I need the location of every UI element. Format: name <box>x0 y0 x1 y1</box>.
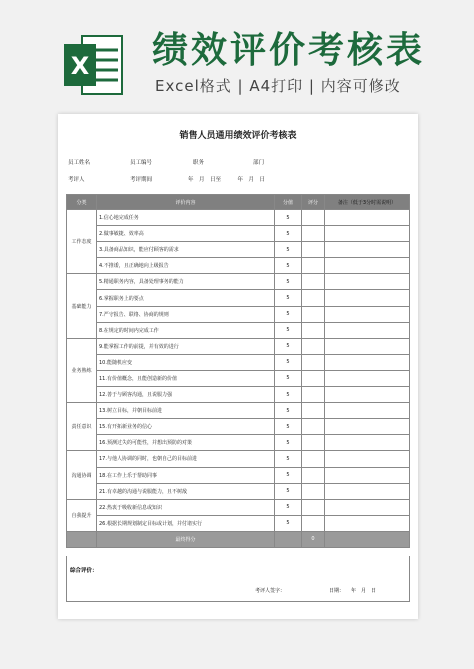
table-row <box>67 370 410 386</box>
table-row <box>67 338 410 354</box>
content-cell: 26.根据长期规划制定目标或计划，并付诸实行 <box>97 515 275 531</box>
content-cell: 21.有卓越的沟通与说服能力，且不树敌 <box>97 483 275 499</box>
score-input-cell[interactable] <box>302 483 325 499</box>
remarks-cell[interactable] <box>325 451 410 467</box>
remarks-cell[interactable] <box>325 322 410 338</box>
banner-subtitle: Excel格式 | A4打印 | 内容可修改 <box>155 77 401 95</box>
score-input-cell[interactable] <box>302 226 325 242</box>
signer-label: 考评人签字： <box>255 588 286 594</box>
date-label: 日期： <box>329 588 345 594</box>
label-evaluator: 考评人 <box>68 177 85 183</box>
score-input-cell[interactable] <box>302 467 325 483</box>
max-score-cell: 5 <box>275 499 302 515</box>
max-score-cell: 5 <box>275 451 302 467</box>
score-input-cell[interactable] <box>302 338 325 354</box>
max-score-cell: 5 <box>275 290 302 306</box>
score-input-cell[interactable] <box>302 387 325 403</box>
remarks-cell[interactable] <box>325 370 410 386</box>
score-input-cell[interactable] <box>302 242 325 258</box>
remarks-cell[interactable] <box>325 338 410 354</box>
max-score-cell: 5 <box>275 258 302 274</box>
table-row <box>67 435 410 451</box>
header-content: 评价内容 <box>97 195 275 210</box>
score-input-cell[interactable] <box>302 322 325 338</box>
remarks-cell[interactable] <box>325 435 410 451</box>
remarks-cell[interactable] <box>325 467 410 483</box>
content-cell: 9.能掌握工作的前提，并有效的进行 <box>97 338 275 354</box>
total-label: 最终得分 <box>97 531 275 547</box>
evaluation-table <box>66 194 410 548</box>
label-employee-name: 员工姓名 <box>68 160 91 166</box>
overall-label: 综合评价： <box>70 568 98 574</box>
remarks-cell[interactable] <box>325 419 410 435</box>
score-input-cell[interactable] <box>302 306 325 322</box>
period-dates: 年 月 日至 年 月 日 <box>188 177 266 183</box>
max-score-cell: 5 <box>275 403 302 419</box>
remarks-cell[interactable] <box>325 354 410 370</box>
table-row <box>67 242 410 258</box>
table-row <box>67 210 410 226</box>
remarks-cell[interactable] <box>325 403 410 419</box>
score-input-cell[interactable] <box>302 499 325 515</box>
score-input-cell[interactable] <box>302 354 325 370</box>
content-cell: 8.在规定的时间内完成工作 <box>97 322 275 338</box>
remarks-cell[interactable] <box>325 226 410 242</box>
banner <box>0 0 474 110</box>
content-cell: 17.与他人协调的同时，也朝自己的目标前进 <box>97 451 275 467</box>
header-category: 分类 <box>67 195 97 210</box>
svg-text:X: X <box>70 52 90 80</box>
table-row <box>67 322 410 338</box>
max-score-cell: 5 <box>275 354 302 370</box>
header-max-score: 分值 <box>275 195 302 210</box>
content-cell: 7.严守报告、联络、协商的规则 <box>97 306 275 322</box>
table-row <box>67 451 410 467</box>
max-score-cell: 5 <box>275 515 302 531</box>
score-input-cell[interactable] <box>302 403 325 419</box>
max-score-cell: 5 <box>275 226 302 242</box>
score-input-cell[interactable] <box>302 435 325 451</box>
evaluation-sheet <box>58 114 418 619</box>
content-cell: 1.信心地完成任务 <box>97 210 275 226</box>
score-input-cell[interactable] <box>302 419 325 435</box>
content-cell: 10.能随机应变 <box>97 354 275 370</box>
max-score-cell: 5 <box>275 467 302 483</box>
category-cell: 业务熟练 <box>67 338 97 402</box>
content-cell: 12.善于与顾客沟通，且说服力强 <box>97 387 275 403</box>
header-remarks: 备注（低于3分时需说明） <box>325 195 410 210</box>
content-cell: 6.掌握职务上的要点 <box>97 290 275 306</box>
category-cell: 责任意识 <box>67 403 97 451</box>
max-score-cell: 5 <box>275 322 302 338</box>
content-cell: 2.做事敏捷、效率高 <box>97 226 275 242</box>
content-cell: 4.不推诿，且正确地向上级报告 <box>97 258 275 274</box>
table-row <box>67 274 410 290</box>
table-row <box>67 354 410 370</box>
table-row <box>67 403 410 419</box>
label-period: 考评期间 <box>130 177 153 183</box>
score-input-cell[interactable] <box>302 515 325 531</box>
max-score-cell: 5 <box>275 274 302 290</box>
score-input-cell[interactable] <box>302 210 325 226</box>
total-row <box>67 531 410 547</box>
excel-logo-icon <box>62 30 124 100</box>
score-input-cell[interactable] <box>302 258 325 274</box>
content-cell: 5.精通职务内容，具备处理事务的能力 <box>97 274 275 290</box>
date-parts: 年 月 日 <box>351 588 377 594</box>
category-cell: 自我提升 <box>67 499 97 531</box>
remarks-cell[interactable] <box>325 290 410 306</box>
table-row <box>67 483 410 499</box>
label-department: 部门 <box>253 160 265 166</box>
max-score-cell: 5 <box>275 306 302 322</box>
category-cell: 工作态度 <box>67 210 97 274</box>
label-employee-id: 员工编号 <box>130 160 153 166</box>
remarks-cell[interactable] <box>325 274 410 290</box>
table-row <box>67 515 410 531</box>
content-cell: 3.具备商品知识，能应付顾客的需求 <box>97 242 275 258</box>
max-score-cell: 5 <box>275 370 302 386</box>
score-input-cell[interactable] <box>302 290 325 306</box>
total-value: 0 <box>302 531 325 547</box>
category-cell: 基础能力 <box>67 274 97 338</box>
max-score-cell: 5 <box>275 419 302 435</box>
content-cell: 13.树立目标，并朝目标前进 <box>97 403 275 419</box>
remarks-cell[interactable] <box>325 242 410 258</box>
header-score: 评分 <box>302 195 325 210</box>
remarks-cell[interactable] <box>325 258 410 274</box>
score-input-cell[interactable] <box>302 451 325 467</box>
max-score-cell: 5 <box>275 242 302 258</box>
banner-title: 绩效评价考核表 <box>152 30 426 71</box>
table-row <box>67 226 410 242</box>
table-row <box>67 499 410 515</box>
score-input-cell[interactable] <box>302 370 325 386</box>
overall-section <box>66 556 410 602</box>
sheet-title: 销售人员通用绩效评价考核表 <box>179 131 297 141</box>
remarks-cell[interactable] <box>325 306 410 322</box>
table-row <box>67 419 410 435</box>
table-row <box>67 387 410 403</box>
remarks-cell[interactable] <box>325 499 410 515</box>
table-row <box>67 467 410 483</box>
score-input-cell[interactable] <box>302 274 325 290</box>
remarks-cell[interactable] <box>325 483 410 499</box>
table-row <box>67 258 410 274</box>
content-cell: 22.热衷于吸收新信息或知识 <box>97 499 275 515</box>
table-row <box>67 290 410 306</box>
max-score-cell: 5 <box>275 210 302 226</box>
max-score-cell: 5 <box>275 387 302 403</box>
content-cell: 18.在工作上乐于帮助同事 <box>97 467 275 483</box>
table-header-row <box>67 195 410 210</box>
label-position: 职务 <box>193 160 205 166</box>
remarks-cell[interactable] <box>325 210 410 226</box>
max-score-cell: 5 <box>275 338 302 354</box>
remarks-cell[interactable] <box>325 515 410 531</box>
table-row <box>67 306 410 322</box>
max-score-cell: 5 <box>275 435 302 451</box>
content-cell: 11.有价值概念，且能创造新的价值 <box>97 370 275 386</box>
max-score-cell: 5 <box>275 483 302 499</box>
content-cell: 16.预测过失的可能性，并想出预防的对策 <box>97 435 275 451</box>
content-cell: 15.有开拓新业务的信心 <box>97 419 275 435</box>
category-cell: 沟通协调 <box>67 451 97 499</box>
remarks-cell[interactable] <box>325 387 410 403</box>
